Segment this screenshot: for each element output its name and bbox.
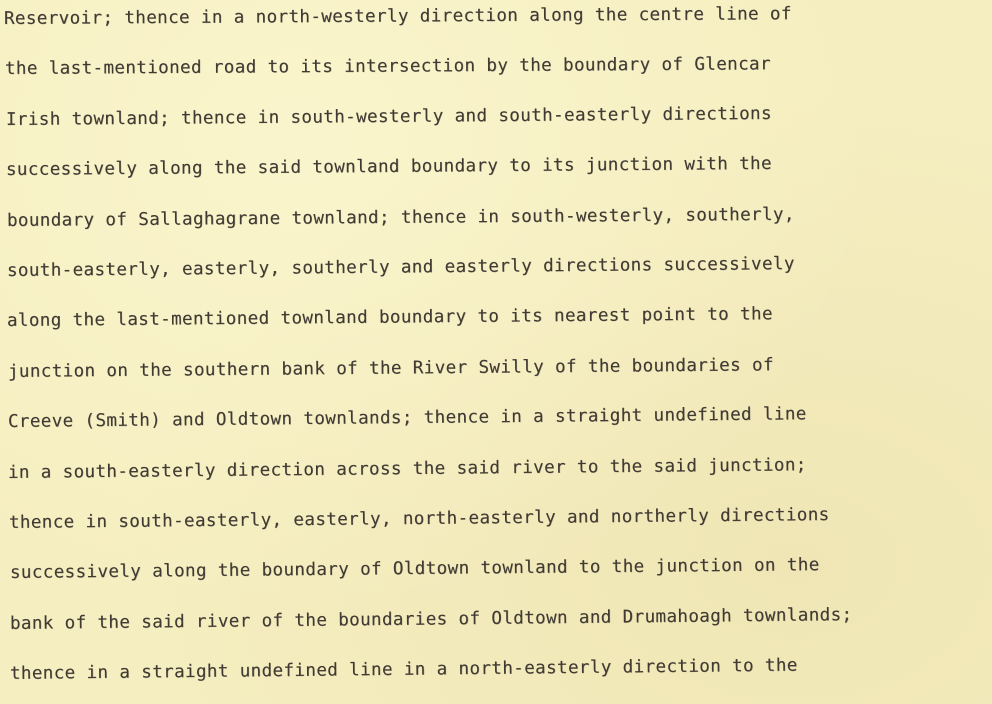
text-line: boundary of Sallaghagrane townland; thence in south-westerly, southerly, [6,204,795,231]
text-line: Creeve (Smith) and Oldtown townlands; thence in a straight undefined line [7,404,807,433]
text-line: junction on the southern bank of the River Swilly of the boundaries of [7,355,774,382]
text-line: the last-mentioned road to its intersection by the boundary of Glencar [4,54,771,80]
text-line: successively along the boundary of Oldtown townland to the junction on the [9,555,820,584]
text-line: thence in south-easterly, easterly, north-easterly and northerly directions [8,504,830,533]
text-line: Irish townland; thence in south-westerly and south-easterly directions [5,103,772,130]
text-line: along the last-mentioned townland boundary to its nearest point to the [6,304,773,332]
typed-paragraph [4,4,988,704]
text-line: successively along the said townland boundary to its junction with the [5,154,772,181]
text-line: Reservoir; thence in a north-westerly direction along the centre line of [3,4,792,30]
text-line: bank of the said river of the boundaries of Oldtown and Drumahoagh townlands; [9,604,853,634]
text-line: in a south-easterly direction across the said river to the said junction; [7,454,807,483]
text-line: south-easterly, easterly, southerly and easterly directions successively [6,254,795,281]
text-line: thence in a straight undefined line in a north-easterly direction to the [9,655,798,685]
